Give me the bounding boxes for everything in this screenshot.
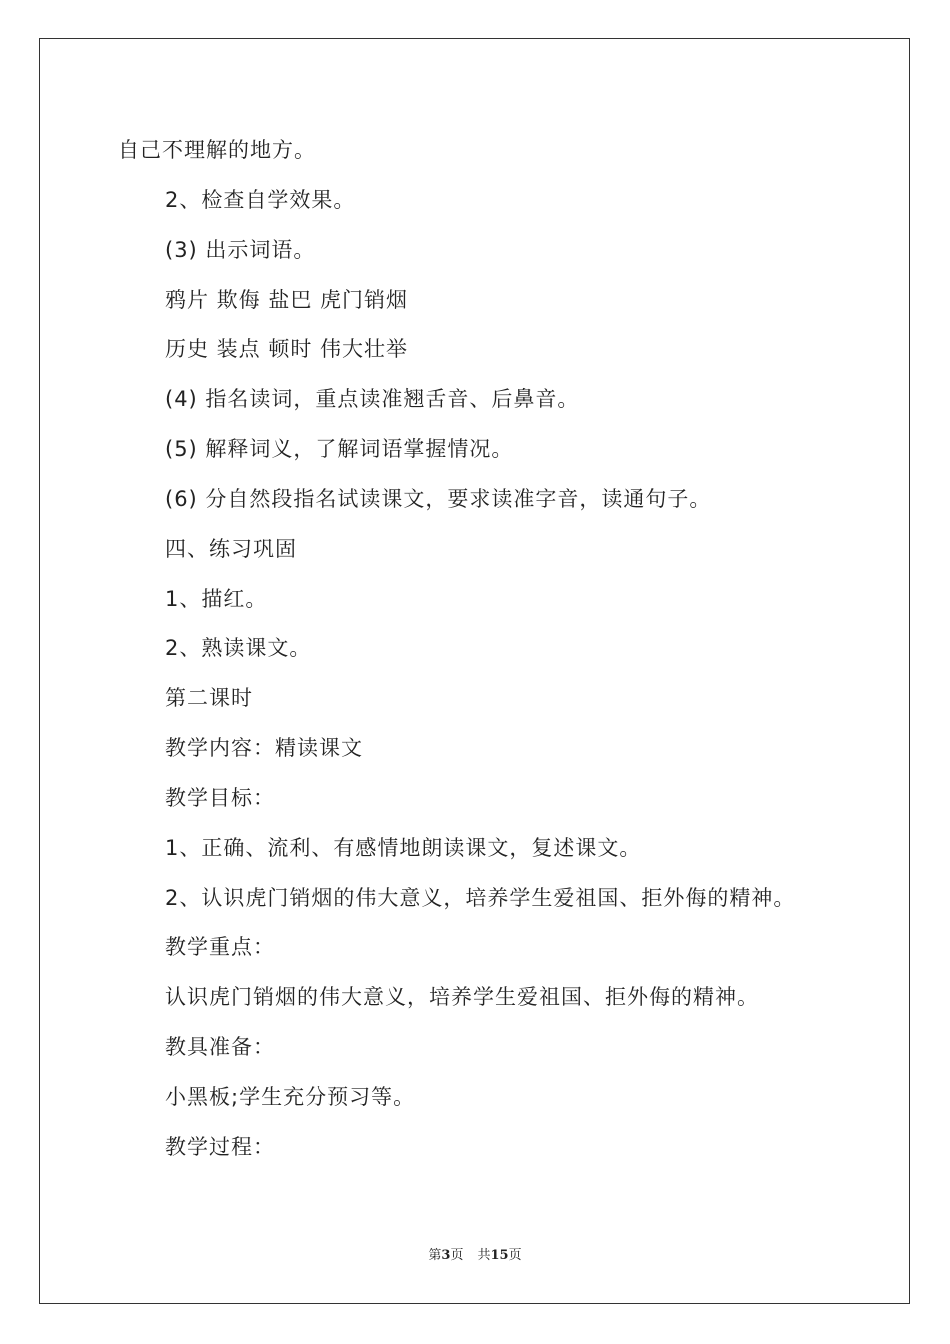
section-heading: 教学重点： [165,935,275,959]
text-line: (4) 指名读词，重点读准翘舌音、后鼻音。 [165,387,580,411]
total-prefix: 共 [477,1248,491,1263]
page-suffix: 页 [450,1248,464,1263]
text-line: 教学内容：精读课文 [165,736,363,760]
text-line: 1、描红。 [165,587,268,611]
page-number: 3 [441,1248,451,1263]
page-border [39,38,910,1304]
text-line: 2、检查自学效果。 [165,188,356,212]
text-line: 自己不理解的地方。 [118,138,316,162]
text-line: 2、认识虎门销烟的伟大意义，培养学生爱祖国、拒外侮的精神。 [165,886,796,910]
vocabulary-line: 历史 装点 顿时 伟大壮举 [165,337,409,361]
section-heading: 教具准备： [165,1035,275,1059]
total-pages: 15 [490,1248,509,1263]
vocabulary-line: 鸦片 欺侮 盐巴 虎门销烟 [165,288,409,312]
text-line: 1、正确、流利、有感情地朗读课文，复述课文。 [165,836,642,860]
section-heading: 四、练习巩固 [165,537,297,561]
text-line: 2、熟读课文。 [165,636,312,660]
text-line: (3) 出示词语。 [165,238,316,262]
text-line: (6) 分自然段指名试读课文，要求读准字音，读通句子。 [165,487,712,511]
section-heading: 教学目标： [165,786,275,810]
total-suffix: 页 [508,1248,522,1263]
page-prefix: 第 [428,1248,442,1263]
text-line: 认识虎门销烟的伟大意义，培养学生爱祖国、拒外侮的精神。 [165,985,759,1009]
section-heading: 教学过程： [165,1135,275,1159]
text-line: 小黑板;学生充分预习等。 [165,1085,416,1109]
section-heading: 第二课时 [165,686,253,710]
page-footer [0,1248,950,1264]
text-line: (5) 解释词义，了解词语掌握情况。 [165,437,514,461]
